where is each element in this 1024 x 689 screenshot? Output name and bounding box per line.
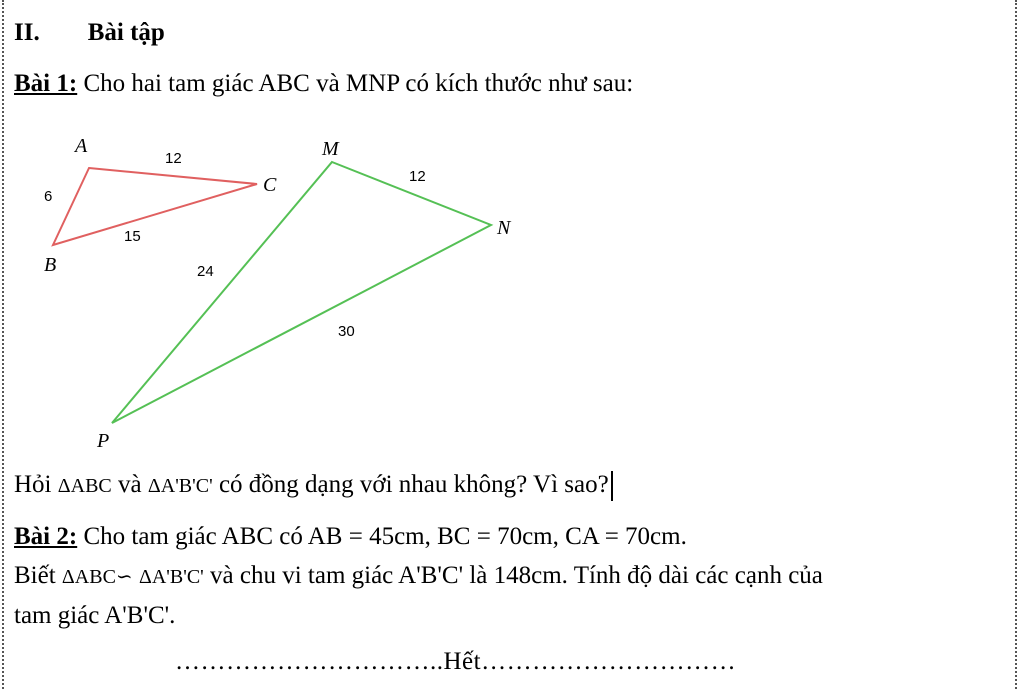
footer-text: Hết	[443, 648, 482, 675]
section-heading	[14, 18, 165, 48]
vertex-m-label: M	[322, 138, 339, 160]
triangles-figure	[0, 125, 560, 460]
bai2-suffix: và chu vi tam giác A'B'C' là 148cm. Tính độ dài các cạnh của	[210, 562, 823, 589]
bai1-text: Cho hai tam giác ABC và MNP có kích thước như sau:	[83, 70, 634, 97]
triangle-name-a: A	[160, 475, 176, 497]
document-footer	[175, 648, 736, 676]
footer-right-dots: …………………………	[481, 648, 737, 675]
side-np-label: 30	[338, 323, 355, 340]
similar-symbol: ∽	[115, 566, 133, 588]
triangle-mnp	[112, 162, 491, 423]
triangle-symbol: Δ	[138, 566, 152, 588]
triangle-symbol: Δ	[57, 475, 71, 497]
triangle-name-abc: ABC	[70, 475, 112, 497]
triangle-symbol: Δ	[61, 566, 75, 588]
bai1-label: Bài 1:	[14, 70, 78, 97]
bai1-question	[14, 470, 613, 501]
vertex-a-label: A	[75, 135, 88, 157]
vertex-p-label: P	[97, 430, 110, 452]
vertex-c-label: C	[263, 174, 277, 196]
bai2-label: Bài 2:	[14, 523, 78, 550]
section-number: II.	[14, 19, 40, 46]
triangle-abc	[53, 168, 257, 245]
bai2-line2	[14, 561, 823, 592]
side-ab-label: 6	[44, 188, 53, 205]
triangle-name-a: A	[151, 566, 167, 588]
section-title: Bài tập	[87, 19, 165, 46]
footer-left-dots: …………………………..	[175, 648, 444, 675]
triangle-name-rest: B'C'	[169, 566, 204, 588]
side-mn-label: 12	[409, 168, 426, 185]
side-ac-label: 12	[165, 150, 182, 167]
bai1-statement	[14, 69, 633, 99]
question-suffix: có đồng dạng với nhau không? Vì sao?	[218, 471, 609, 498]
bai2-line3-text: tam giác A'B'C'.	[14, 602, 176, 629]
prime-mark: '	[166, 566, 170, 588]
bai2-line3	[14, 601, 175, 631]
prime-mark: '	[175, 475, 179, 497]
triangle-name-rest: B'C'	[178, 475, 213, 497]
question-and: và	[118, 471, 142, 498]
vertex-b-label: B	[44, 254, 57, 276]
vertex-n-label: N	[497, 217, 511, 239]
side-bc-label: 15	[124, 228, 141, 245]
side-mp-label: 24	[197, 263, 214, 280]
question-prefix: Hỏi	[14, 471, 52, 498]
bai2-statement	[14, 522, 687, 552]
triangle-symbol: Δ	[147, 475, 161, 497]
bai2-prefix: Biết	[14, 562, 56, 589]
text-cursor	[611, 471, 613, 501]
triangle-name-abc: ABC	[74, 566, 116, 588]
bai2-text: Cho tam giác ABC có AB = 45cm, BC = 70cm, CA = 70cm.	[83, 523, 687, 550]
